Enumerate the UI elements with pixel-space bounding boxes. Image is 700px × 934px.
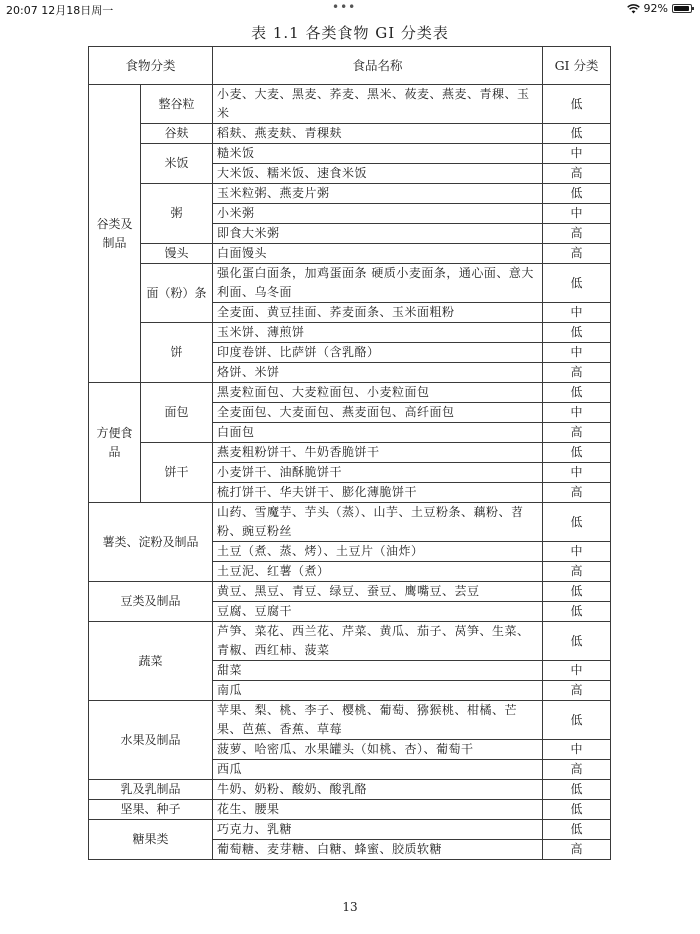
category-cell: 乳及乳制品 — [89, 780, 213, 800]
food-name-cell: 甜菜 — [213, 661, 543, 681]
gi-cell: 低 — [543, 124, 611, 144]
gi-cell: 高 — [543, 562, 611, 582]
gi-cell: 高 — [543, 164, 611, 184]
status-bar — [0, 0, 700, 18]
table-row — [89, 800, 611, 820]
food-name-cell: 印度卷饼、比萨饼（含乳酪） — [213, 343, 543, 363]
gi-cell: 低 — [543, 443, 611, 463]
battery-icon — [672, 4, 692, 13]
food-name-cell: 巧克力、乳糖 — [213, 820, 543, 840]
food-name-cell: 小麦饼干、油酥脆饼干 — [213, 463, 543, 483]
status-time-date: 20:07 12月18日周一 — [6, 4, 114, 17]
food-name-cell: 玉米粒粥、燕麦片粥 — [213, 184, 543, 204]
table-row — [89, 582, 611, 602]
food-name-cell: 大米饭、糯米饭、速食米饭 — [213, 164, 543, 184]
gi-cell: 中 — [543, 303, 611, 323]
category-cell: 薯类、淀粉及制品 — [89, 503, 213, 582]
gi-cell: 低 — [543, 780, 611, 800]
table-row — [89, 85, 611, 124]
food-name-cell: 小米粥 — [213, 204, 543, 224]
food-name-cell: 小麦、大麦、黑麦、荞麦、黑米、莜麦、燕麦、青稞、玉米 — [213, 85, 543, 124]
subcategory-cell: 粥 — [141, 184, 213, 244]
food-name-cell: 全麦面包、大麦面包、燕麦面包、高纤面包 — [213, 403, 543, 423]
subcategory-cell: 谷麸 — [141, 124, 213, 144]
table-row — [89, 780, 611, 800]
table-row — [89, 264, 611, 303]
subcategory-cell: 面（粉）条 — [141, 264, 213, 323]
table-row — [89, 184, 611, 204]
subcategory-cell: 馒头 — [141, 244, 213, 264]
header-category: 食物分类 — [89, 47, 213, 85]
subcategory-cell: 米饭 — [141, 144, 213, 184]
food-name-cell: 即食大米粥 — [213, 224, 543, 244]
subcategory-cell: 饼干 — [141, 443, 213, 503]
food-name-cell: 山药、雪魔芋、芋头（蒸）、山芋、土豆粉条、藕粉、苕粉、豌豆粉丝 — [213, 503, 543, 542]
food-name-cell: 强化蛋白面条，加鸡蛋面条 硬质小麦面条，通心面、意大利面、乌冬面 — [213, 264, 543, 303]
category-cell: 蔬菜 — [89, 622, 213, 701]
food-name-cell: 西瓜 — [213, 760, 543, 780]
table-row — [89, 820, 611, 840]
gi-cell: 高 — [543, 760, 611, 780]
table-row — [89, 622, 611, 661]
gi-cell: 高 — [543, 363, 611, 383]
gi-cell: 低 — [543, 264, 611, 303]
gi-cell: 低 — [543, 323, 611, 343]
page-number: 13 — [342, 900, 358, 914]
subcategory-cell: 整谷粒 — [141, 85, 213, 124]
food-name-cell: 玉米饼、薄煎饼 — [213, 323, 543, 343]
food-name-cell: 南瓜 — [213, 681, 543, 701]
gi-cell: 高 — [543, 244, 611, 264]
category-cell: 豆类及制品 — [89, 582, 213, 622]
gi-cell: 低 — [543, 85, 611, 124]
gi-cell: 低 — [543, 383, 611, 403]
food-name-cell: 土豆泥、红薯（煮） — [213, 562, 543, 582]
category-cell: 谷类及制品 — [89, 85, 141, 383]
gi-cell: 低 — [543, 184, 611, 204]
more-options-icon[interactable]: ••• — [332, 0, 357, 14]
food-name-cell: 葡萄糖、麦芽糖、白糖、蜂蜜、胶质软糖 — [213, 840, 543, 860]
gi-cell: 中 — [543, 740, 611, 760]
gi-cell: 低 — [543, 622, 611, 661]
food-name-cell: 燕麦粗粉饼干、牛奶香脆饼干 — [213, 443, 543, 463]
subcategory-cell: 饼 — [141, 323, 213, 383]
food-name-cell: 白面包 — [213, 423, 543, 443]
gi-cell: 高 — [543, 224, 611, 244]
gi-cell: 低 — [543, 820, 611, 840]
gi-cell: 低 — [543, 503, 611, 542]
category-cell: 糖果类 — [89, 820, 213, 860]
food-name-cell: 全麦面、黄豆挂面、荞麦面条、玉米面粗粉 — [213, 303, 543, 323]
table-row — [89, 383, 611, 403]
table-title: 表 1.1 各类食物 GI 分类表 — [251, 24, 449, 42]
table-row — [89, 503, 611, 542]
food-name-cell: 黄豆、黑豆、青豆、绿豆、蚕豆、鹰嘴豆、芸豆 — [213, 582, 543, 602]
gi-cell: 中 — [543, 403, 611, 423]
food-name-cell: 牛奶、奶粉、酸奶、酸乳酪 — [213, 780, 543, 800]
gi-cell: 高 — [543, 423, 611, 443]
subcategory-cell: 面包 — [141, 383, 213, 443]
gi-cell: 中 — [543, 542, 611, 562]
gi-cell: 低 — [543, 800, 611, 820]
gi-cell: 中 — [543, 661, 611, 681]
battery-level-fill — [674, 6, 689, 11]
table-row — [89, 323, 611, 343]
food-name-cell: 苹果、梨、桃、李子、樱桃、葡萄、猕猴桃、柑橘、芒果、芭蕉、香蕉、草莓 — [213, 701, 543, 740]
food-name-cell: 花生、腰果 — [213, 800, 543, 820]
food-name-cell: 菠萝、哈密瓜、水果罐头（如桃、杏）、葡萄干 — [213, 740, 543, 760]
gi-cell: 低 — [543, 701, 611, 740]
battery-percent: 92% — [643, 2, 668, 15]
gi-cell: 高 — [543, 840, 611, 860]
food-name-cell: 烙饼、米饼 — [213, 363, 543, 383]
wifi-icon — [627, 4, 640, 14]
gi-cell: 中 — [543, 343, 611, 363]
table-header-row — [89, 47, 611, 85]
gi-cell: 低 — [543, 602, 611, 622]
table-row — [89, 443, 611, 463]
gi-classification-table — [88, 46, 611, 860]
gi-cell: 高 — [543, 483, 611, 503]
table-row — [89, 244, 611, 264]
gi-cell: 高 — [543, 681, 611, 701]
gi-cell: 中 — [543, 144, 611, 164]
table-row — [89, 144, 611, 164]
gi-cell: 中 — [543, 463, 611, 483]
food-name-cell: 白面馒头 — [213, 244, 543, 264]
food-name-cell: 糙米饭 — [213, 144, 543, 164]
category-cell: 方便食品 — [89, 383, 141, 503]
food-name-cell: 芦笋、菜花、西兰花、芹菜、黄瓜、茄子、莴笋、生菜、青椒、西红柿、菠菜 — [213, 622, 543, 661]
header-food-name: 食品名称 — [213, 47, 543, 85]
category-cell: 坚果、种子 — [89, 800, 213, 820]
gi-cell: 中 — [543, 204, 611, 224]
food-name-cell: 稻麸、燕麦麸、青稞麸 — [213, 124, 543, 144]
table-row — [89, 124, 611, 144]
food-name-cell: 豆腐、豆腐干 — [213, 602, 543, 622]
header-gi: GI 分类 — [543, 47, 611, 85]
status-right-group — [627, 2, 692, 15]
food-name-cell: 土豆（煮、蒸、烤）、土豆片（油炸） — [213, 542, 543, 562]
food-name-cell: 梳打饼干、华夫饼干、膨化薄脆饼干 — [213, 483, 543, 503]
gi-cell: 低 — [543, 582, 611, 602]
food-name-cell: 黑麦粒面包、大麦粒面包、小麦粒面包 — [213, 383, 543, 403]
category-cell: 水果及制品 — [89, 701, 213, 780]
table-row — [89, 701, 611, 740]
